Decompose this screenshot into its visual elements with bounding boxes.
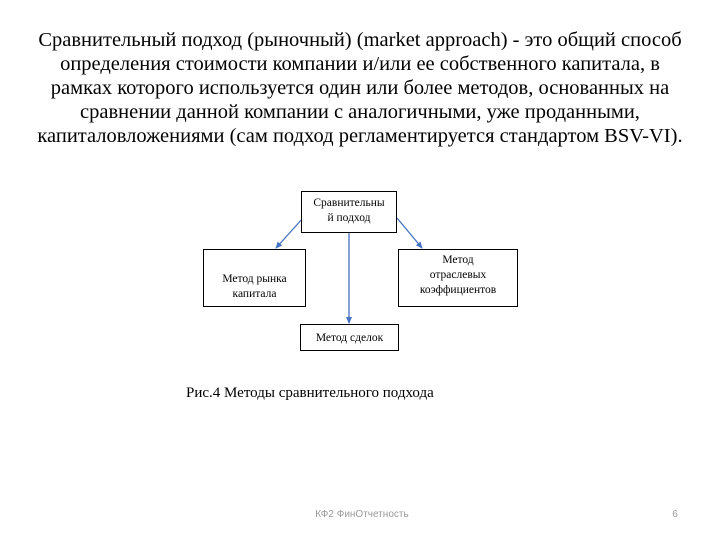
box-line: й подход <box>327 212 371 224</box>
industry-ratios-method-box <box>398 249 518 307</box>
box-line: Сравнительны <box>313 197 385 209</box>
arrow-to-right-box <box>397 218 422 248</box>
definition-paragraph: Сравнительный подход (рыночный) (market approach) - это общий способ определения стоимости компании и/или ее собственного капитала, в рамках которого используется один или более методов, основанных на сравнении данной компании с аналогичными, уже проданными, капиталовложениями (сам подход регламентируется стандартом BSV-VI). <box>37 29 683 147</box>
capital-market-method-box <box>203 249 306 307</box>
box-line: Метод рынка <box>222 273 287 285</box>
comparative-approach-box <box>301 191 397 233</box>
page-number: 6 <box>672 509 678 520</box>
footer-text: КФ2 ФинОтчетность <box>315 509 409 520</box>
figure-caption: Рис.4 Методы сравнительного подхода <box>186 385 434 401</box>
box-line: отраслевых <box>429 269 487 281</box>
box-line: Метод <box>442 254 474 266</box>
deals-method-box <box>300 324 399 351</box>
box-line: Метод сделок <box>315 332 384 344</box>
box-line: коэффициентов <box>419 284 497 296</box>
box-line: капитала <box>232 288 277 300</box>
arrow-to-left-box <box>276 218 303 248</box>
